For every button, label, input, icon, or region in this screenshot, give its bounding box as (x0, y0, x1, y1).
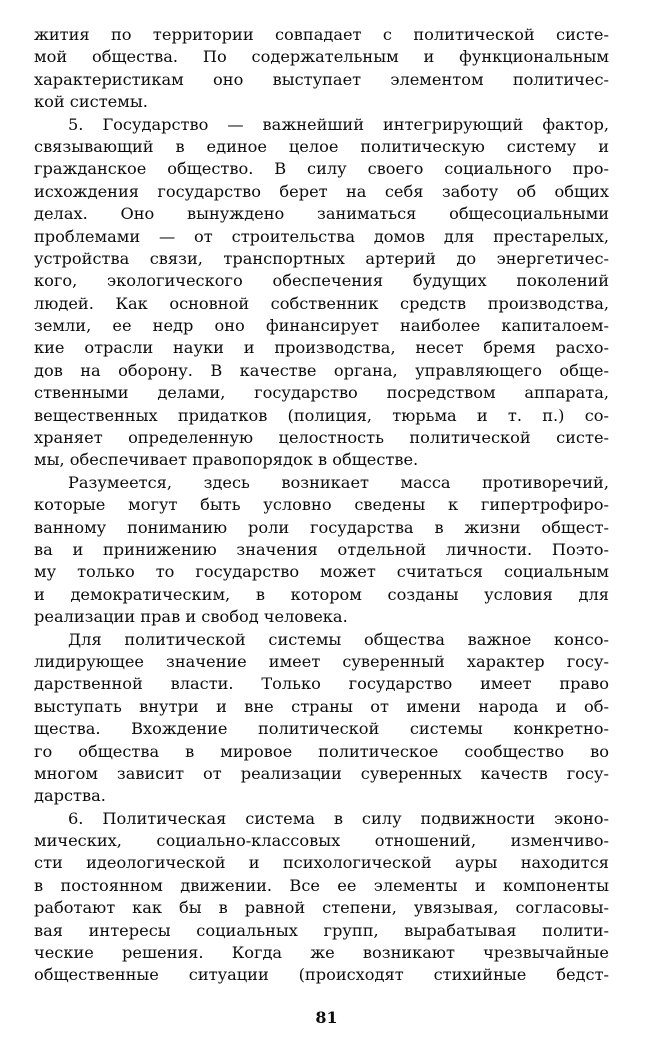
text-line: му только то государство может считаться социальным (34, 562, 609, 582)
text-line: сти идеологической и психологической ауры находится (34, 853, 609, 873)
text-line: связывающий в единое целое политическую систему и (34, 136, 609, 156)
text-line: 5. Государство — важнейший интегрирующий фактор, (68, 114, 609, 134)
text-line: щества. Вхождение политической системы конкретно- (34, 719, 609, 739)
text-line: многом зависит от реализации суверенных качеств госу- (34, 763, 609, 783)
text-line: храняет определенную целостность политической систе- (34, 428, 609, 448)
text-line: гражданское общество. В силу своего социального про- (34, 159, 609, 179)
text-line: го общества в мировое политическое сообщество во (34, 741, 609, 761)
text-line: лидирующее значение имеет суверенный характер госу- (34, 651, 609, 671)
text-line: людей. Как основной собственник средств производства, (34, 293, 609, 313)
paragraph (34, 114, 609, 472)
text-line: Разумеется, здесь возникает масса противоречий, (68, 472, 609, 492)
text-line: ва и принижению значения отдельной личности. Поэто- (34, 539, 609, 559)
text-line: Для политической системы общества важное консо- (68, 629, 609, 649)
page-number: 81 (315, 1008, 338, 1027)
text-line: ванному пониманию роли государства в жизни общест- (34, 517, 609, 537)
text-line: дарственной власти. Только государство имеет право (34, 674, 609, 694)
text-line: которые могут быть условно сведены к гипертрофиро- (34, 495, 609, 515)
paragraph (34, 472, 609, 629)
text-line: мических, социально-классовых отношений, изменчиво- (34, 831, 609, 851)
text-line: кие отрасли науки и производства, несет бремя расхо- (34, 338, 609, 358)
text-line: жития по территории совпадает с политической систе- (34, 25, 609, 44)
text-line: характеристикам оно выступает элементом политичес- (34, 69, 609, 89)
text-line: в постоянном движении. Все ее элементы и компоненты (34, 875, 609, 895)
paragraph (34, 24, 609, 114)
text-line: общественные ситуации (происходят стихийные бедст- (34, 965, 609, 985)
text-line: дов на оборону. В качестве органа, управляющего обще- (34, 360, 609, 380)
text-line: работают как бы в равной степени, увязывая, согласовы- (34, 898, 609, 918)
text-line: мой общества. По содержательным и функциональным (34, 47, 609, 67)
page-body (34, 24, 609, 987)
text-line: ственными делами, государство посредством аппарата, (34, 383, 609, 403)
text-line: кого, экологического обеспечения будущих поколений (34, 271, 609, 291)
text-line: 6. Политическая система в силу подвижности эконо- (68, 808, 609, 828)
paragraph (34, 629, 609, 808)
text-line: вая интересы социальных групп, вырабатывая полити- (34, 920, 609, 940)
text-line: делах. Оно вынуждено заниматься общесоциальными (34, 204, 609, 224)
text-line: реализации прав и свобод человека. (34, 607, 348, 627)
text-line: ческие решения. Когда же возникают чрезвычайные (34, 943, 609, 963)
text-line: проблемами — от строительства домов для престарелых, (34, 226, 609, 246)
text-line: земли, ее недр оно финансирует наиболее капиталоем- (34, 316, 609, 336)
text-line: вещественных придатков (полиция, тюрьма и т. п.) со- (34, 405, 609, 425)
paragraph (34, 808, 609, 987)
text-line: дарства. (34, 786, 106, 806)
text-line: мы, обеспечивает правопорядок в обществе. (34, 450, 419, 470)
text-line: исхождения государство берет на себя заботу об общих (34, 181, 609, 201)
text-line: выступать внутри и вне страны от имени народа и об- (34, 696, 609, 716)
text-line: и демократическим, в котором созданы условия для (34, 584, 609, 604)
text-line: устройства связи, транспортных артерий до энергетичес- (34, 248, 609, 268)
text-line: кой системы. (34, 92, 148, 112)
